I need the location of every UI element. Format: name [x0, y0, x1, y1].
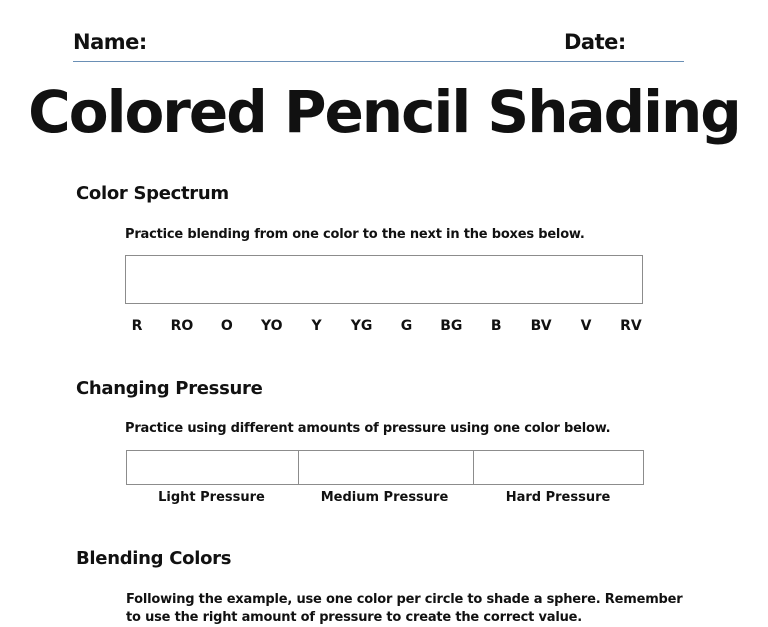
changing-pressure-instruction: Practice using different amounts of pressure using one color below.	[125, 421, 611, 436]
pressure-boxes	[126, 450, 644, 485]
spectrum-label: BV	[530, 318, 552, 334]
spectrum-label: R	[131, 318, 143, 334]
header-divider	[73, 61, 684, 62]
hard-pressure-box	[473, 451, 643, 484]
color-spectrum-heading: Color Spectrum	[76, 183, 229, 204]
blending-colors-heading: Blending Colors	[76, 548, 232, 569]
medium-pressure-box	[298, 451, 473, 484]
name-label: Name:	[73, 30, 147, 54]
changing-pressure-heading: Changing Pressure	[76, 378, 263, 399]
spectrum-label: YO	[260, 318, 283, 334]
pressure-labels	[126, 490, 644, 505]
page-title: Colored Pencil Shading	[28, 78, 740, 146]
medium-pressure-label: Medium Pressure	[320, 490, 449, 505]
spectrum-label: O	[220, 318, 233, 334]
spectrum-label: B	[490, 318, 502, 334]
date-label: Date:	[564, 30, 626, 54]
spectrum-label: Y	[311, 318, 322, 334]
spectrum-label: V	[580, 318, 592, 334]
light-pressure-box	[127, 451, 298, 484]
spectrum-label: RO	[170, 318, 194, 334]
color-spectrum-instruction: Practice blending from one color to the next in the boxes below.	[125, 227, 585, 242]
color-spectrum-labels	[115, 318, 653, 334]
hard-pressure-label: Hard Pressure	[505, 490, 611, 505]
blending-colors-instruction: Following the example, use one color per circle to shade a sphere. Remember to use the right amount of pressure to create the correct value.	[126, 592, 683, 625]
spectrum-label: G	[400, 318, 413, 334]
light-pressure-label: Light Pressure	[158, 490, 265, 505]
color-spectrum-box	[125, 255, 643, 304]
spectrum-label: BG	[440, 318, 463, 334]
spectrum-label: RV	[620, 318, 642, 334]
spectrum-label: YG	[350, 318, 373, 334]
